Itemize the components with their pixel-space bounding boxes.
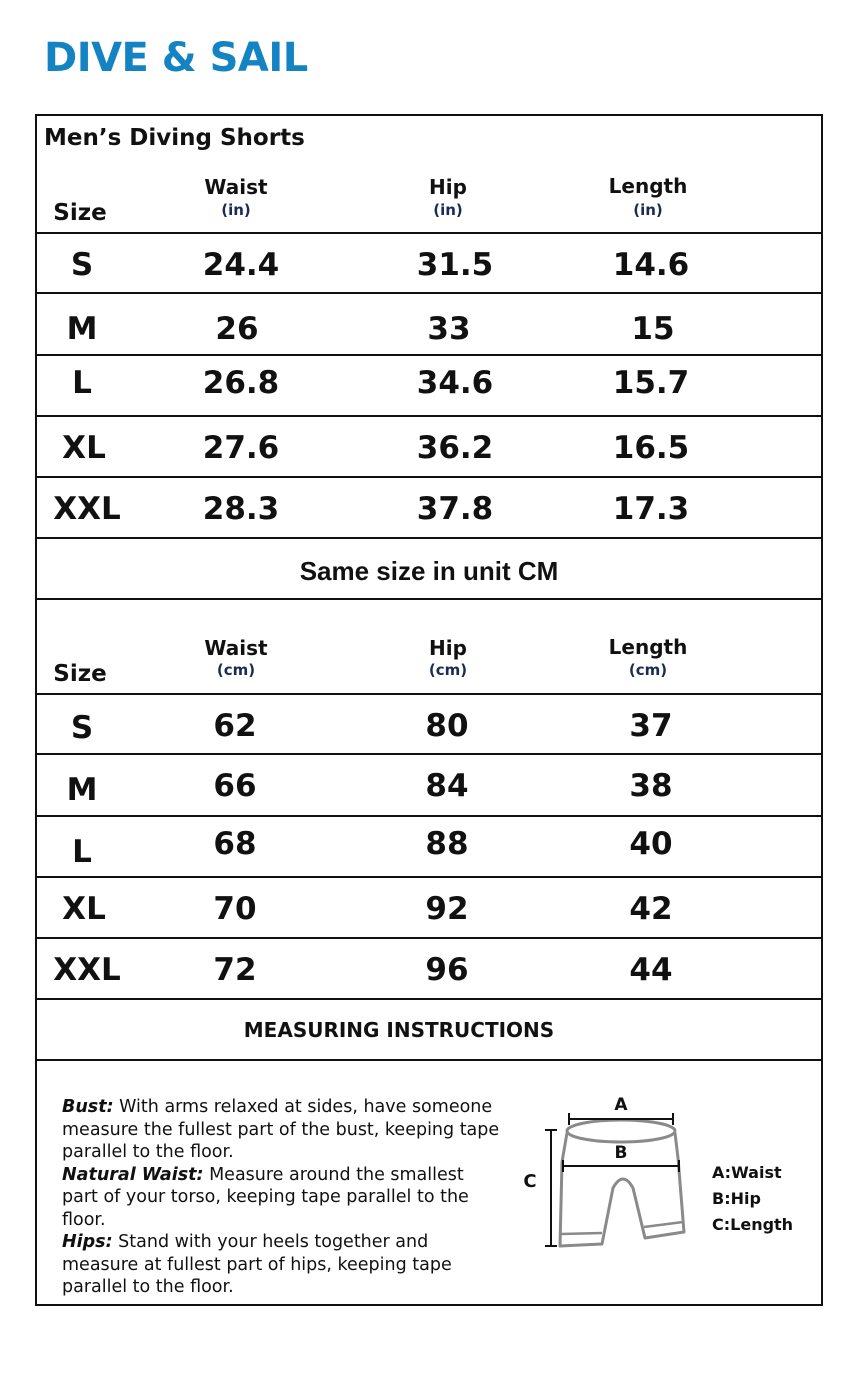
instruction-body: With arms relaxed at sides, have someone measure the fullest part of the bust, keeping tape parallel to the floor. <box>62 1097 500 1162</box>
hip-cell: 37.8 <box>416 491 494 527</box>
hip-cell: 33 <box>427 311 471 347</box>
size-chart <box>35 114 823 1306</box>
hip-column-header: Hip <box>429 636 467 660</box>
length-column-header: Length <box>608 635 688 659</box>
right-hem <box>644 1222 683 1227</box>
hip-unit-label: (in) <box>433 201 463 219</box>
instruction-label: Hips: <box>62 1232 113 1252</box>
length-cell: 14.6 <box>612 247 690 283</box>
table-row <box>37 878 821 936</box>
chart-title: Men’s Diving Shorts <box>44 125 305 151</box>
marker-a-label: A <box>614 1095 628 1115</box>
instruction-body: Stand with your heels together and measure at fullest part of hips, keeping tape parallel to the floor. <box>62 1232 452 1297</box>
hip-unit-label: (cm) <box>428 661 468 679</box>
length-cell: 44 <box>629 952 673 988</box>
size-cell: S <box>70 247 94 283</box>
length-cell: 15 <box>631 311 675 347</box>
length-cell: 38 <box>629 768 673 804</box>
waist-column-header: Waist <box>204 636 268 660</box>
length-column-header: Length <box>608 174 688 198</box>
instruction-natural-waist <box>62 1164 502 1232</box>
waist-cell: 66 <box>213 768 257 804</box>
hip-cell: 80 <box>425 708 469 744</box>
row-divider <box>37 537 821 539</box>
shorts-measurement-icon <box>517 1086 687 1266</box>
length-cell: 16.5 <box>612 430 690 466</box>
length-cell: 40 <box>629 826 673 862</box>
size-cell: XL <box>62 430 106 466</box>
instruction-label: Natural Waist: <box>62 1164 204 1185</box>
row-divider <box>37 598 821 600</box>
waist-cell: 70 <box>213 891 257 927</box>
hip-cell: 36.2 <box>416 430 494 466</box>
waist-cell: 28.3 <box>202 491 280 527</box>
legend-waist: A:Waist <box>712 1163 782 1182</box>
waist-cell: 62 <box>213 708 257 744</box>
hip-cell: 96 <box>425 952 469 988</box>
instruction-hips <box>62 1231 502 1299</box>
left-hem <box>561 1233 602 1234</box>
size-cell: M <box>66 311 98 347</box>
waist-cell: 24.4 <box>202 247 280 283</box>
hip-cell: 34.6 <box>416 365 494 401</box>
length-unit-label: (in) <box>633 201 663 219</box>
length-unit-label: (cm) <box>628 661 668 679</box>
size-cell: XXL <box>53 952 121 988</box>
length-cell: 15.7 <box>612 365 690 401</box>
waist-cell: 27.6 <box>202 430 280 466</box>
waistband-shape <box>567 1120 675 1142</box>
hip-column-header: Hip <box>429 175 467 199</box>
hip-cell: 88 <box>425 826 469 862</box>
waist-cell: 72 <box>213 952 257 988</box>
waist-cell: 26 <box>215 311 259 347</box>
waist-cell: 26.8 <box>202 365 280 401</box>
cm-section-label: Same size in unit CM <box>299 556 559 586</box>
row-divider <box>37 998 821 1000</box>
table-row <box>37 294 821 352</box>
legend-length: C:Length <box>712 1215 794 1234</box>
waist-unit-label: (cm) <box>216 661 256 679</box>
size-cell: XL <box>62 891 106 927</box>
row-divider <box>37 1059 821 1061</box>
marker-c-label: C <box>523 1171 537 1192</box>
waist-column-header: Waist <box>204 175 268 199</box>
waist-unit-label: (in) <box>221 201 251 219</box>
table-row <box>37 417 821 475</box>
size-cell: M <box>66 772 98 808</box>
instruction-bust <box>62 1096 502 1164</box>
instruction-label: Bust: <box>62 1097 114 1117</box>
table-row <box>37 478 821 536</box>
size-column-header: Size <box>53 200 107 226</box>
waist-cell: 68 <box>213 826 257 862</box>
hip-cell: 92 <box>425 891 469 927</box>
marker-b-label: B <box>614 1143 628 1163</box>
table-row <box>37 939 821 997</box>
size-cell: XXL <box>53 491 121 527</box>
brand-logo: DIVE & SAIL <box>44 35 308 81</box>
length-cell: 42 <box>629 891 673 927</box>
hip-cell: 31.5 <box>416 247 494 283</box>
size-cell: S <box>70 710 94 746</box>
table-row <box>37 755 821 813</box>
instructions-text <box>62 1096 502 1299</box>
instructions-heading: MEASURING INSTRUCTIONS <box>243 1018 555 1042</box>
table-row <box>37 695 821 753</box>
size-cell: L <box>72 365 92 401</box>
table-row <box>37 234 821 292</box>
table-row <box>37 356 821 414</box>
hip-cell: 84 <box>425 768 469 804</box>
instruction-body: Measure around the smallest part of your torso, keeping tape parallel to the floor. <box>62 1164 469 1230</box>
length-cell: 37 <box>629 708 673 744</box>
legend-hip: B:Hip <box>712 1189 761 1208</box>
size-cell: L <box>72 834 92 870</box>
length-cell: 17.3 <box>612 491 690 527</box>
table-row <box>37 817 821 875</box>
size-column-header: Size <box>53 661 107 687</box>
